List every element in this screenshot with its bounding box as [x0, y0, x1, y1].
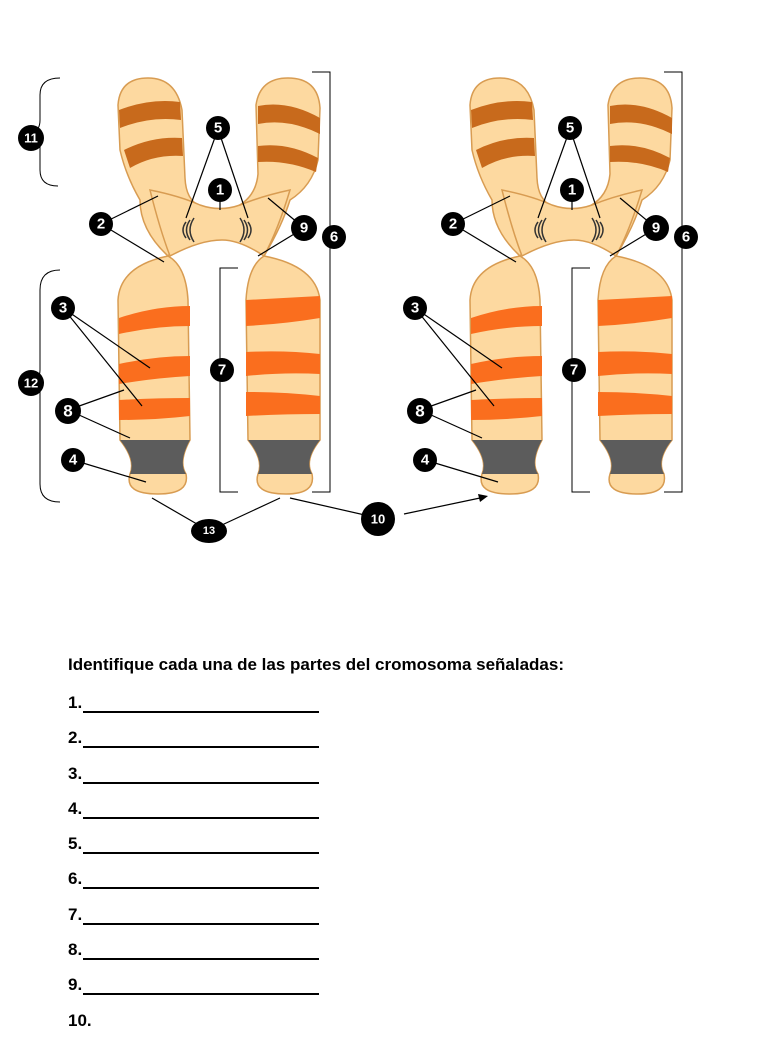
- label-4-right: 4: [420, 451, 430, 469]
- answer-number: 3.: [68, 763, 83, 783]
- answer-row: [68, 728, 319, 763]
- answer-blank[interactable]: [83, 975, 319, 995]
- chromosome-left: [118, 78, 320, 494]
- answer-number: 4.: [68, 798, 83, 818]
- answer-number: 6.: [68, 869, 83, 889]
- answer-number: 9.: [68, 975, 83, 995]
- answer-row: [68, 905, 319, 940]
- label-13: 13: [202, 525, 216, 537]
- label-6-right: 6: [681, 228, 691, 246]
- label-1-right: 1: [567, 181, 577, 199]
- answer-row: [68, 940, 319, 975]
- answer-row: [68, 834, 319, 869]
- answer-row: [68, 799, 319, 834]
- answer-row: [68, 975, 319, 1010]
- worksheet-instruction: Identifique cada una de las partes del cromosoma señaladas:: [68, 655, 564, 674]
- answer-number: 7.: [68, 904, 83, 924]
- answer-blank[interactable]: [83, 693, 319, 713]
- label-8-right: 8: [415, 401, 425, 421]
- label-5-right: 5: [565, 119, 575, 137]
- arrowhead: [478, 494, 488, 502]
- answer-row: [68, 693, 319, 728]
- answer-number: 5.: [68, 834, 83, 854]
- label-2-left: 2: [96, 215, 106, 233]
- label-3-left: 3: [58, 299, 68, 317]
- label-6-left: 6: [329, 228, 339, 246]
- answer-number: 10.: [68, 1010, 92, 1030]
- answer-blank[interactable]: [83, 869, 319, 889]
- answer-row: [68, 1011, 319, 1046]
- label-3-right: 3: [410, 299, 420, 317]
- label-12: 12: [23, 375, 39, 391]
- answer-number: 2.: [68, 728, 83, 748]
- label-7-left: 7: [217, 361, 227, 379]
- label-centromere-left: 1: [215, 181, 225, 199]
- answer-number: 8.: [68, 940, 83, 960]
- answer-blank[interactable]: [83, 764, 319, 784]
- label-8-left: 8: [63, 401, 73, 421]
- label-9-left: 9: [299, 219, 309, 237]
- label-2-right: 2: [448, 215, 458, 233]
- label-9-right: 9: [651, 219, 661, 237]
- label-11: 11: [24, 130, 38, 146]
- answer-blank[interactable]: [83, 799, 319, 819]
- label-10: 10: [370, 511, 386, 527]
- answer-blank[interactable]: [83, 834, 319, 854]
- answer-blank[interactable]: [83, 728, 319, 748]
- answer-blank[interactable]: [83, 905, 319, 925]
- answer-blank[interactable]: [83, 940, 319, 960]
- label-4-left: 4: [68, 451, 78, 469]
- answer-row: [68, 869, 319, 904]
- answer-row: [68, 764, 319, 799]
- label-7-right: 7: [569, 361, 579, 379]
- chromosome-right: [470, 78, 672, 494]
- answer-number: 1.: [68, 693, 83, 712]
- label-1-top-left: 5: [213, 119, 223, 137]
- answer-list: [68, 693, 319, 1046]
